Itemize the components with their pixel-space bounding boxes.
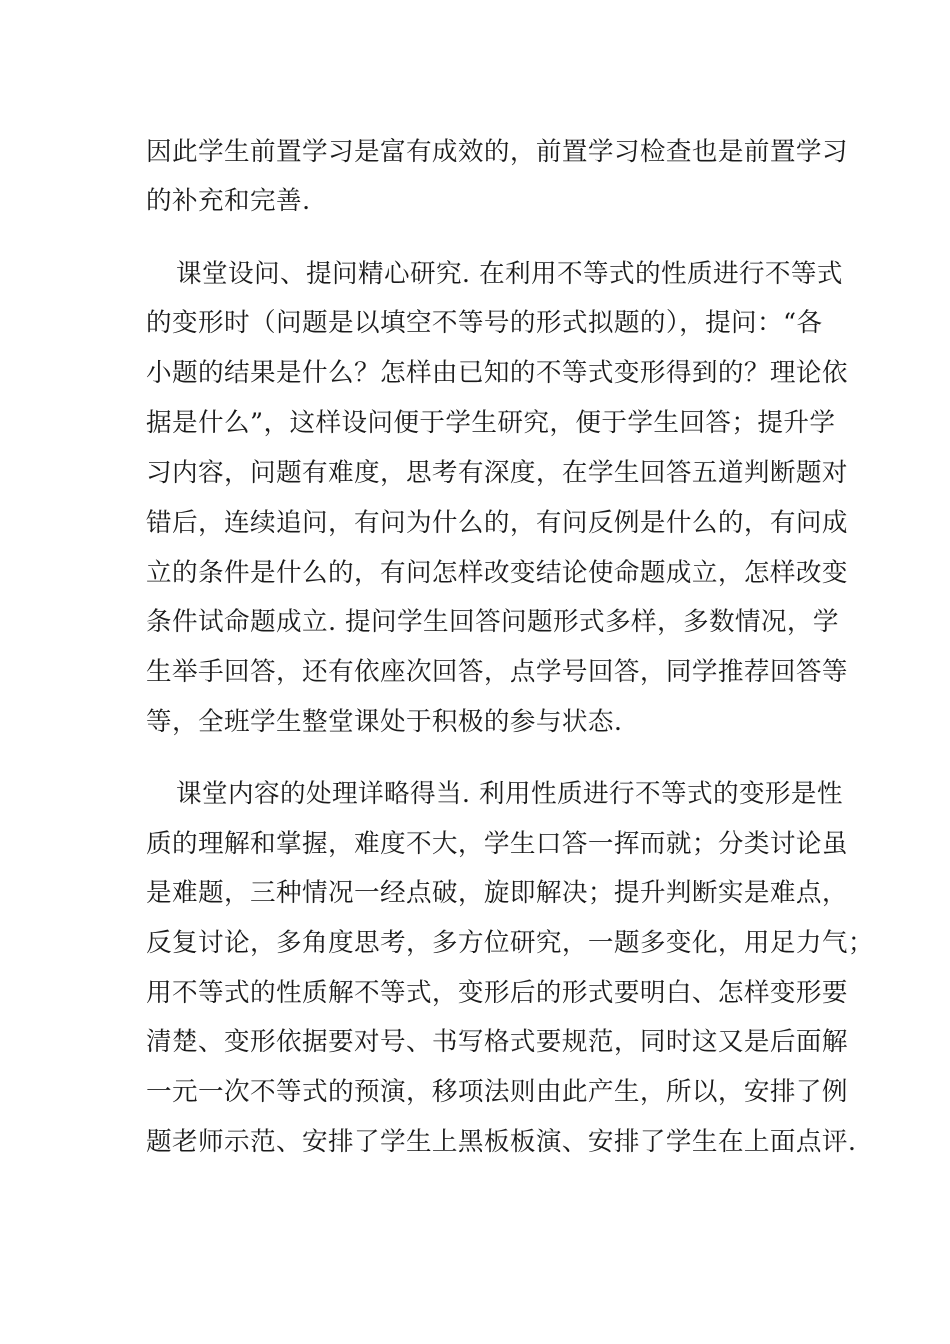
paragraph-3-line-3: 是难题，三种情况一经点破，旋即解决；提升判断实是难点， [146,878,848,908]
paragraph-2-line-3: 小题的结果是什么？怎样由已知的不等式变形得到的？理论依 [146,358,848,388]
paragraph-2-line-2: 的变形时（问题是以填空不等号的形式拟题的），提问：“各 [146,308,823,338]
paragraph-3-line-2: 质的理解和掌握，难度不大，学生口答一挥而就；分类讨论虽 [146,829,848,859]
paragraph-3-line-8: 题老师示范、安排了学生上黑板板演、安排了学生在上面点评. [146,1127,857,1157]
paragraph-3-line-6: 清楚、变形依据要对号、书写格式要规范，同时这又是后面解 [146,1027,848,1057]
paragraph-2-line-9: 生举手回答，还有依座次回答，点学号回答，同学推荐回答等 [146,657,848,687]
paragraph-2-line-1: 课堂设问、提问精心研究. 在利用不等式的性质进行不等式 [176,259,843,289]
paragraph-3-line-7: 一元一次不等式的预演，移项法则由此产生，所以，安排了例 [146,1077,848,1107]
paragraph-2-line-7: 立的条件是什么的，有问怎样改变结论使命题成立，怎样改变 [146,558,848,588]
paragraph-1-line-2: 的补充和完善. [146,186,311,216]
paragraph-3-line-1: 课堂内容的处理详略得当. 利用性质进行不等式的变形是性 [176,779,843,809]
paragraph-3-line-5: 用不等式的性质解不等式，变形后的形式要明白、怎样变形要 [146,978,848,1008]
paragraph-2-line-6: 错后，连续追问，有问为什么的，有问反例是什么的，有问成 [146,508,848,538]
paragraph-2-line-5: 习内容，问题有难度，思考有深度，在学生回答五道判断题对 [146,458,848,488]
paragraph-2-line-10: 等，全班学生整堂课处于积极的参与状态. [146,707,623,737]
paragraph-1-line-1: 因此学生前置学习是富有成效的，前置学习检查也是前置学习 [146,137,848,167]
paragraph-2-line-4: 据是什么”，这样设问便于学生研究，便于学生回答；提升学 [146,408,836,438]
paragraph-2-line-8: 条件试命题成立. 提问学生回答问题形式多样，多数情况，学 [146,607,839,637]
paragraph-3-line-4: 反复讨论，多角度思考，多方位研究，一题多变化，用足力气； [146,928,874,958]
